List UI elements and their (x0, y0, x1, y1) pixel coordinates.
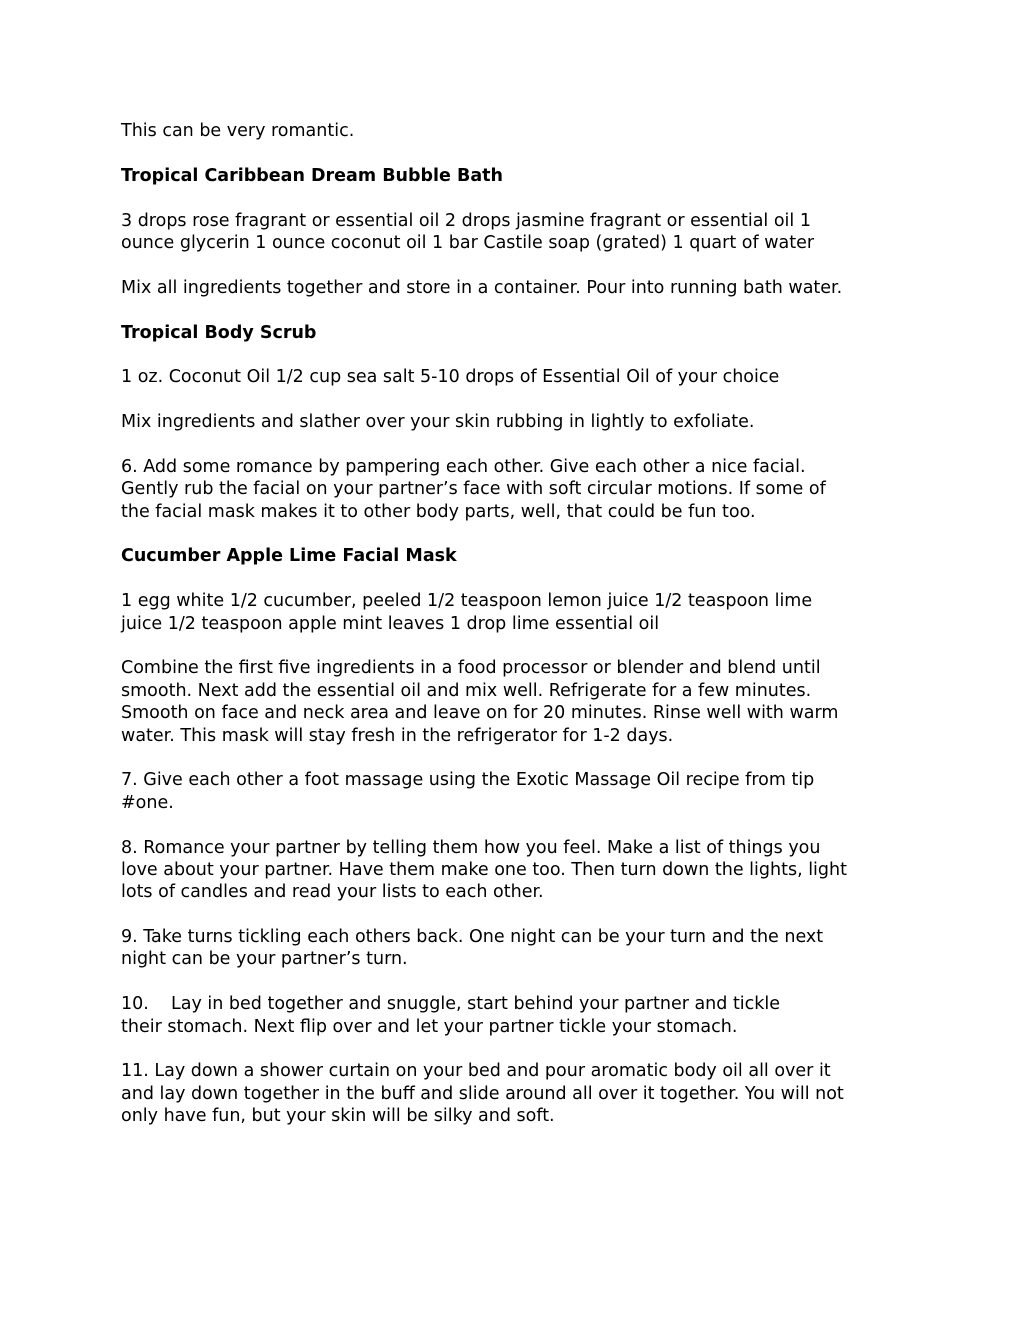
tip-10-number: 10. (121, 994, 149, 1015)
intro-text: This can be very romantic. (121, 121, 355, 141)
facial-mask-instructions-line-3: Smooth on face and neck area and leave on for 20 minutes. Rinse well with warm (121, 703, 839, 724)
facial-mask-heading: Cucumber Apple Lime Facial Mask (121, 546, 457, 567)
tip-9-line-1: 9. Take turns tickling each others back. One night can be your turn and the next (121, 927, 824, 948)
body-scrub-heading: Tropical Body Scrub (121, 322, 317, 343)
bubble-bath-ingredients-line-1: 3 drops rose fragrant or essential oil 2 drops jasmine fragrant or essential oil 1 (121, 210, 811, 231)
bubble-bath-heading: Tropical Caribbean Dream Bubble Bath (121, 165, 503, 186)
tip-6-line-1: 6. Add some romance by pampering each other. Give each other a nice facial. (121, 456, 806, 477)
tip-6-line-2: Gently rub the facial on your partner’s face with soft circular motions. If some of (121, 479, 826, 500)
body-scrub-ingredients: 1 oz. Coconut Oil 1/2 cup sea salt 5-10 drops of Essential Oil of your choice (121, 367, 780, 388)
tip-10-line-2: their stomach. Next flip over and let your partner tickle your stomach. (121, 1016, 738, 1037)
bubble-bath-instructions: Mix all ingredients together and store in a container. Pour into running bath water. (121, 277, 843, 298)
facial-mask-instructions-line-2: smooth. Next add the essential oil and mix well. Refrigerate for a few minutes. (121, 680, 812, 701)
tip-8-line-3: lots of candles and read your lists to each other. (121, 882, 544, 903)
tip-11-line-3: only have fun, but your skin will be silky and soft. (121, 1106, 555, 1127)
tip-7-line-1: 7. Give each other a foot massage using the Exotic Massage Oil recipe from tip (121, 770, 815, 791)
tip-11-line-1: 11. Lay down a shower curtain on your bed and pour aromatic body oil all over it (121, 1061, 831, 1082)
tip-10-line-1 (121, 993, 911, 1015)
tip-11-line-2: and lay down together in the buff and slide around all over it together. You will not (121, 1083, 844, 1104)
body-scrub-instructions: Mix ingredients and slather over your skin rubbing in lightly to exfoliate. (121, 412, 755, 433)
facial-mask-ingredients-line-2: juice 1/2 teaspoon apple mint leaves 1 drop lime essential oil (121, 613, 660, 634)
tip-6-line-3: the facial mask makes it to other body parts, well, that could be fun too. (121, 501, 756, 522)
facial-mask-ingredients-line-1: 1 egg white 1/2 cucumber, peeled 1/2 teaspoon lemon juice 1/2 teaspoon lime (121, 591, 813, 612)
tip-10-line-1-text: Lay in bed together and snuggle, start behind your partner and tickle (171, 994, 781, 1015)
tip-9-line-2: night can be your partner’s turn. (121, 949, 408, 970)
tip-8-line-2: love about your partner. Have them make one too. Then turn down the lights, light (121, 859, 847, 880)
facial-mask-instructions-line-4: water. This mask will stay fresh in the refrigerator for 1-2 days. (121, 725, 674, 746)
bubble-bath-ingredients-line-2: ounce glycerin 1 ounce coconut oil 1 bar Castile soap (grated) 1 quart of water (121, 232, 815, 253)
tip-7-line-2: #one. (121, 792, 174, 813)
tip-8-line-1: 8. Romance your partner by telling them how you feel. Make a list of things you (121, 837, 821, 858)
document-page (121, 120, 911, 1128)
facial-mask-instructions-line-1: Combine the first five ingredients in a food processor or blender and blend until (121, 658, 821, 679)
